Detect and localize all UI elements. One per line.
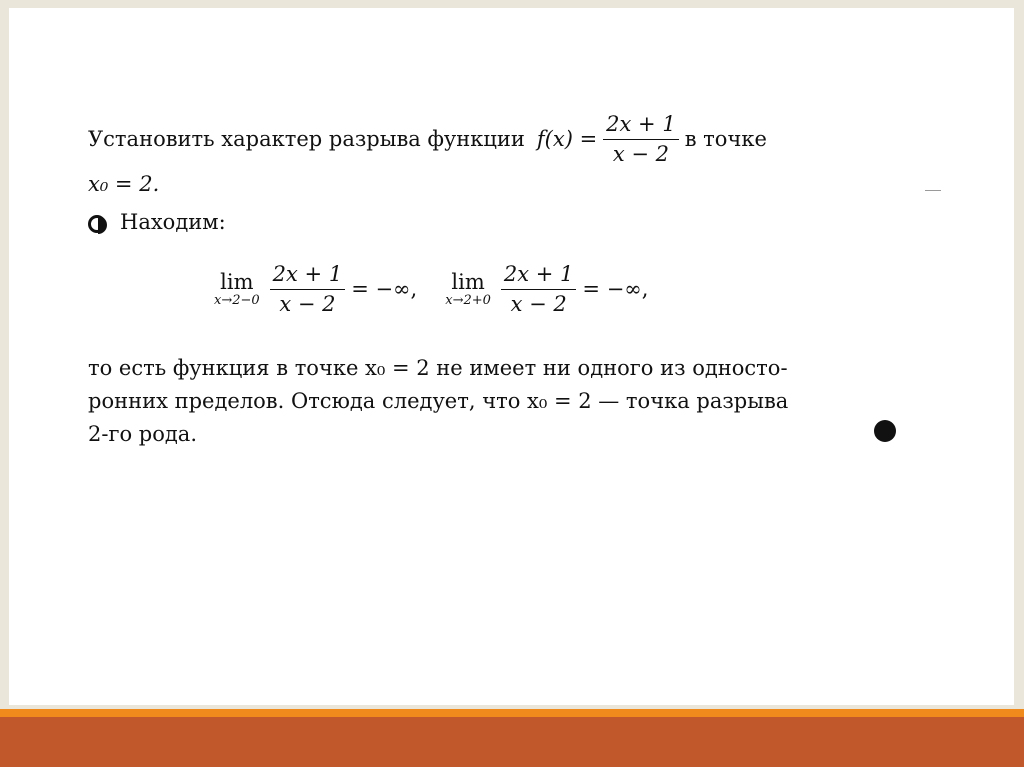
limit-left-subscript: x→2−0: [214, 293, 260, 309]
half-filled-circle-icon: [88, 215, 106, 233]
fraction-numerator: 2x + 1: [603, 112, 679, 140]
limit-right: [445, 270, 491, 309]
limit-right-result: = −∞,: [582, 277, 649, 302]
limit-right-fraction: [501, 262, 577, 317]
limit-right-numerator: 2x + 1: [501, 262, 577, 290]
limit-right-denominator: x − 2: [510, 292, 567, 317]
limit-left-numerator: 2x + 1: [270, 262, 346, 290]
problem-statement-line-2: x₀ = 2.: [88, 172, 160, 196]
function-fraction: [603, 112, 679, 167]
conclusion-line-1: то есть функция в точке x₀ = 2 не имеет ни одного из односто-: [88, 356, 788, 380]
problem-statement-line-1: [88, 112, 767, 167]
limit-right-subscript: x→2+0: [445, 293, 491, 309]
limit-word-right: lim: [451, 270, 485, 295]
solution-intro-text: Находим:: [120, 210, 226, 234]
conclusion-line-2: ронних пределов. Отсюда следует, что x₀ = 2 — точка разрыва: [88, 389, 789, 413]
slide-stray-mark: [925, 190, 941, 191]
limits-formula: [214, 262, 648, 317]
limit-left-result: = −∞,: [351, 277, 418, 302]
limit-left-denominator: x − 2: [279, 292, 336, 317]
problem-text-before: Установить характер разрыва функции: [88, 127, 525, 152]
conclusion-line-3: 2-го рода.: [88, 422, 197, 446]
fraction-denominator: x − 2: [612, 142, 669, 167]
problem-text-after: в точке: [684, 127, 767, 152]
footer-accent-bar-thin: [0, 709, 1024, 717]
filled-circle-icon: [874, 420, 896, 442]
limit-left-fraction: [270, 262, 346, 317]
solution-intro: [88, 210, 226, 235]
limit-word: lim: [220, 270, 254, 295]
function-name: f(x) =: [536, 127, 598, 152]
footer-accent-bar-thick: [0, 717, 1024, 767]
limit-left: [214, 270, 260, 309]
